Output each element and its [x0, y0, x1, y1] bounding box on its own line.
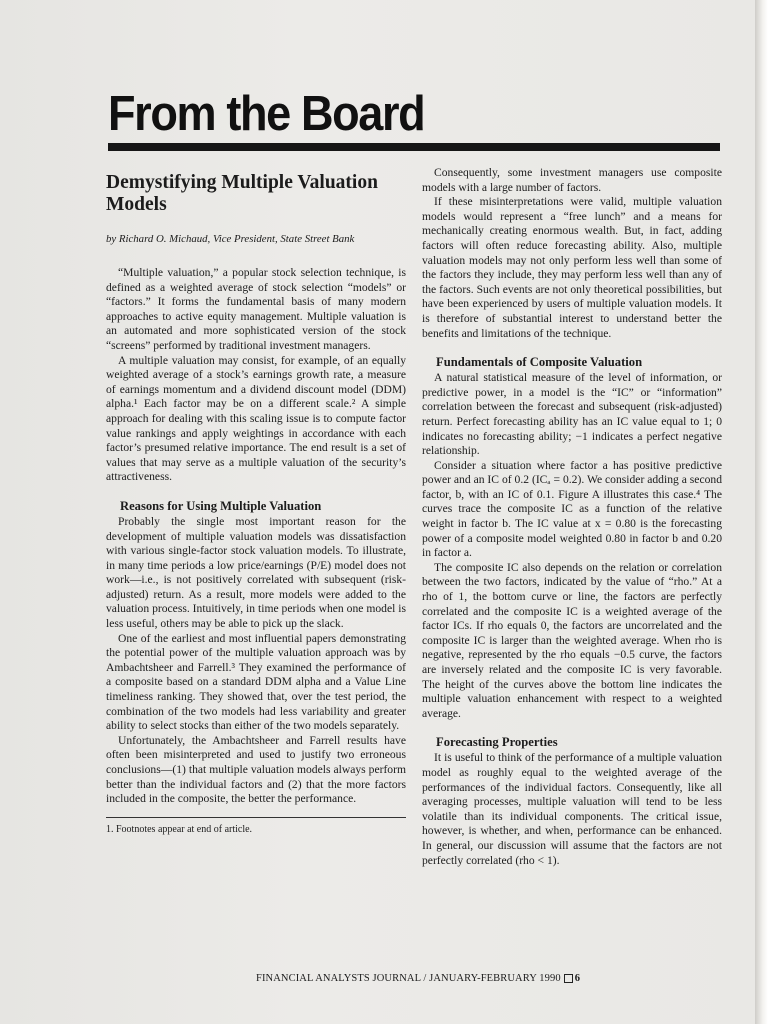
section-masthead: From the Board	[108, 87, 425, 141]
article-byline: by Richard O. Michaud, Vice President, State Street Bank	[106, 233, 355, 245]
paragraph: It is useful to think of the performance of a multiple valuation model as roughly equal to the weighted average of the performances of the individual factors. Consequently, like all averaging processes, multiple valuation will tend to be less volatile than its individual components. The critical issue, however, is whether, and when, performance can be enhanced. In general, our discussion will assume that the factors are not perfectly correlated (rho < 1).	[422, 751, 722, 867]
paragraph: Unfortunately, the Ambachtsheer and Farrell results have often been misinterpreted and used to justify two erroneous conclusions—(1) that multiple valuation models always perform better than the individual factors and (2) that the more factors included in the composite, the better the performance.	[106, 733, 406, 806]
paragraph: One of the earliest and most influential papers demonstrating the potential power of the multiple valuation approach was by Ambachtsheer and Farrell.³ They examined the performance of a composite based on a standard DDM alpha and a Value Line timeliness ranking. They showed that, over the test period, the combination of the two models had less variability and greater ability to select stocks than either of the two models separately.	[106, 631, 406, 733]
paragraph: If these misinterpretations were valid, multiple valuation models would represent a “free lunch” and a means for mechanically creating enormous wealth. But, in fact, adding factors will often reduce forecasting ability. Also, multiple valuation models may not only perform less well than some of the factors they include, they may perform less well than any of the factors. Such events are not only theoretical possibilities, but have been experienced by users of multiple valuation models. It is therefore of substantial interest to understand better the benefits and limitations of the technique.	[422, 195, 722, 340]
footnote: 1. Footnotes appear at end of article.	[106, 823, 253, 835]
journal-citation: FINANCIAL ANALYSTS JOURNAL / JANUARY-FEBRUARY 1990	[256, 973, 561, 984]
section-heading: Fundamentals of Composite Valuation	[436, 355, 643, 370]
paragraph: Consider a situation where factor a has positive predictive power and an IC of 0.2 (ICₐ = 0.2). We consider adding a second factor, b, with an IC of 0.1. Figure A illustrates this case.⁴ The curves trace the composite IC as a function of the relative weight in factor b. The IC value at x = 0.80 is the forecasting power of a composite model weighted 0.80 in factor b and 0.20 in factor a.	[422, 458, 722, 560]
right-column	[422, 166, 722, 868]
paragraph: “Multiple valuation,” a popular stock selection technique, is defined as a weighted average of stock selection “models” or “factors.” It forms the fundamental basis of many modern approaches to active equity management. Multiple valuation is an automated and more sophisticated version of the stock “screens” performed by traditional investment managers.	[106, 266, 406, 352]
footnote-divider	[106, 817, 406, 818]
paragraph: A multiple valuation may consist, for example, of an equally weighted average of a stock’s earnings growth rate, a measure of earnings momentum and a dividend discount model (DDM) alpha.¹ Each factor may be on a different scale.² A simple approach for dealing with this scaling issue is to compute factor value rankings and apply weightings in accordance with each factor’s presumed relative importance. The end result is a set of values that may serve as a multiple valuation of the security’s attractiveness.	[106, 353, 406, 484]
left-column	[106, 166, 406, 836]
paragraph: Consequently, some investment managers use composite models with a large number of factors.	[422, 166, 722, 194]
paragraph: Probably the single most important reason for the development of multiple valuation models was dissatisfaction with various single-factor stock valuation models. To illustrate, in many time periods a low price/earnings (P/E) model does not work—i.e., is not positively correlated with subsequent (risk-adjusted) return. As a result, more models were added to the valuation process. Intuitively, in time periods when one model is less useful, others may be able to pick up the slack.	[106, 514, 406, 631]
page-footer	[256, 973, 580, 984]
page-number: 6	[574, 973, 581, 984]
section-heading: Reasons for Using Multiple Valuation	[120, 498, 322, 513]
article-title: Demystifying Multiple Valuation Models	[106, 172, 378, 215]
paragraph: The composite IC also depends on the relation or correlation between the two factors, indicated by the value of “rho.” At a rho of 1, the bottom curve or line, the factors are perfectly correlated and the composite IC is a weighted average of the factor ICs. If rho equals 0, the factors are uncorrelated and the composite IC is larger than the weighted average. When rho is negative, represented by the rho equals −0.5 curve, the factors are inversely related and the composite IC is very favorable. The height of the curves above the bottom line indicates the multiple valuation enhancement with respect to a weighted average.	[422, 560, 722, 720]
page-edge	[755, 0, 768, 1024]
paragraph: A natural statistical measure of the level of information, or predictive power, in a model is the “IC” or “information” correlation between the forecast and subsequent (risk-adjusted) return. Perfect forecasting ability has an IC value equal to 1; 0 indicates no forecasting ability; −1 indicates a perfect negative relationship.	[422, 371, 722, 458]
masthead-rule	[108, 143, 720, 151]
section-heading: Forecasting Properties	[436, 735, 558, 750]
square-icon	[564, 974, 573, 983]
